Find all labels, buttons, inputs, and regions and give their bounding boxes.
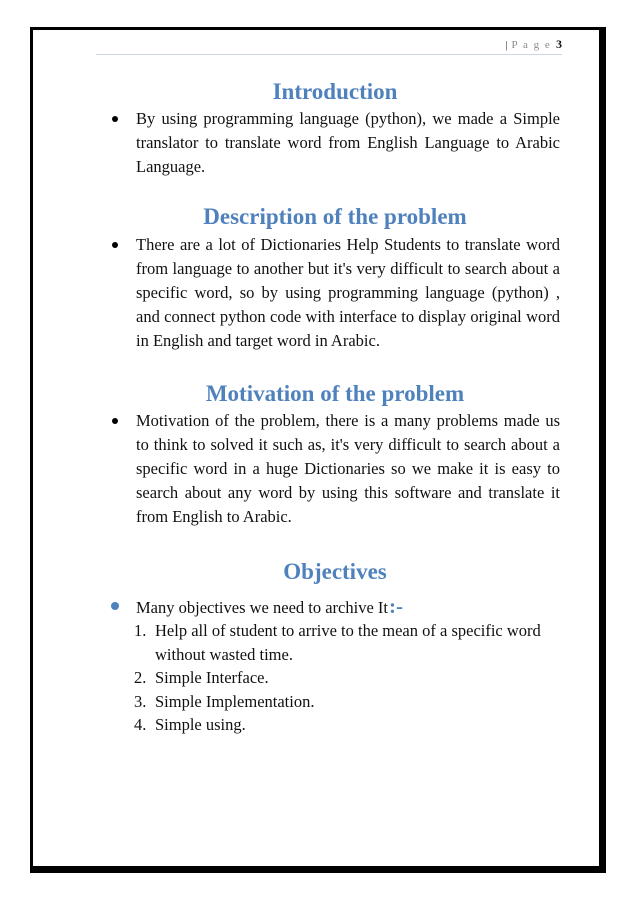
header-page-label: P a g e xyxy=(511,39,552,51)
objectives-intro: Many objectives we need to archive It xyxy=(136,598,388,617)
list-item xyxy=(134,713,564,737)
motivation-text: Motivation of the problem, there is a many problems made us to think to solved it such as, it's very difficult to search about a specific word in a huge Dictionaries so we make it is easy to search about any word by using this software and translate it from English to Arabic. xyxy=(136,411,560,526)
description-text: There are a lot of Dictionaries Help Students to translate word from language to another but it's very difficult to search about a specific word, so by using programming language (python) , and connect python code with interface to display original word in English and target word in Arabic. xyxy=(136,235,560,350)
objectives-list xyxy=(134,619,564,737)
description-bullet xyxy=(112,233,560,353)
list-item-number: 1. xyxy=(134,621,147,640)
objectives-heading: Objectives xyxy=(283,559,387,584)
objectives-intro-suffix: :- xyxy=(389,594,403,618)
motivation-heading: Motivation of the problem xyxy=(205,381,465,406)
bullet-icon xyxy=(112,242,118,248)
list-item-number: 4. xyxy=(134,715,147,734)
page-header xyxy=(96,37,562,55)
introduction-heading: Introduction xyxy=(272,79,398,104)
bullet-icon xyxy=(111,602,119,610)
bullet-icon xyxy=(112,418,118,424)
list-item-text: Simple Implementation. xyxy=(155,691,315,711)
motivation-bullet xyxy=(112,409,560,529)
list-item xyxy=(134,690,564,714)
introduction-text: By using programming language (python), we made a Simple translator to translate word from English Language to Arabic Language. xyxy=(136,109,560,176)
bullet-icon xyxy=(112,116,118,122)
list-item-number: 2. xyxy=(134,668,147,687)
header-separator: | xyxy=(505,39,508,51)
list-item xyxy=(134,666,564,690)
objectives-bullet xyxy=(112,594,560,620)
description-heading: Description of the problem xyxy=(203,204,467,229)
list-item-text: Simple using. xyxy=(155,715,246,734)
list-item-number: 3. xyxy=(134,691,147,711)
introduction-bullet xyxy=(112,107,560,179)
list-item-text: Help all of student to arrive to the mean of a specific word without wasted time. xyxy=(155,621,541,664)
list-item-text: Simple Interface. xyxy=(155,668,269,687)
header-page-number: 3 xyxy=(556,37,562,51)
list-item xyxy=(134,619,564,666)
